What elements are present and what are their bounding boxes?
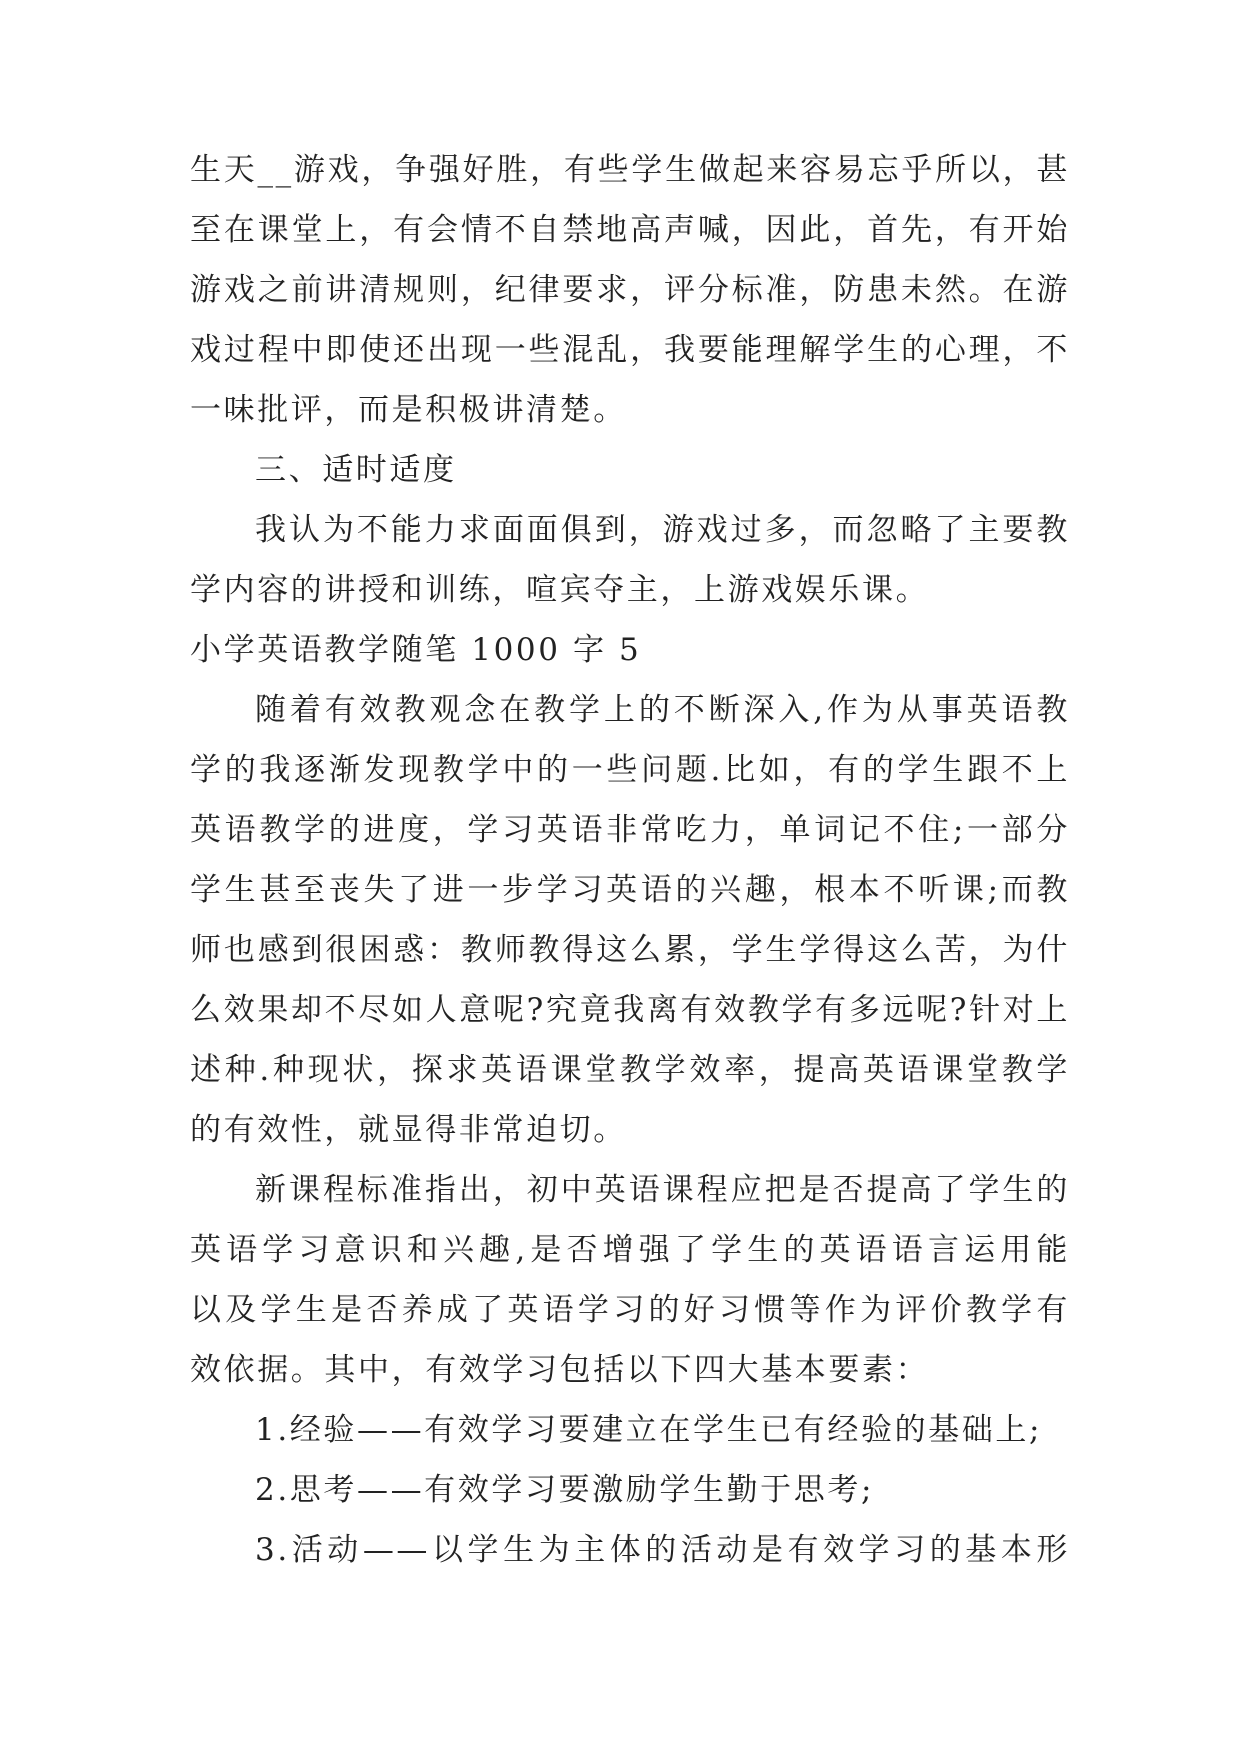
list-item: 2.思考——有效学习要激励学生勤于思考;: [255, 1472, 875, 1508]
paragraph-line: 么效果却不尽如人意呢?究竟我离有效教学有多远呢?针对上: [190, 992, 1070, 1028]
section-heading: 三、适时适度: [255, 452, 457, 488]
paragraph-line: 新课程标准指出，初中英语课程应把是否提高了学生的: [255, 1172, 1070, 1208]
paragraph-line: 效依据。其中，有效学习包括以下四大基本要素：: [190, 1352, 930, 1388]
list-item: 3.活动——以学生为主体的活动是有效学习的基本形: [255, 1532, 1070, 1568]
list-item: 1.经验——有效学习要建立在学生已有经验的基础上;: [255, 1412, 1043, 1448]
paragraph-line: 的有效性，就显得非常迫切。: [190, 1112, 627, 1148]
paragraph-line: 至在课堂上，有会情不自禁地高声喊，因此，首先，有开始: [190, 212, 1070, 248]
paragraph-line: 英语教学的进度，学习英语非常吃力，单词记不住;一部分: [190, 812, 1070, 848]
article-title: 小学英语教学随笔 1000 字 5: [190, 632, 642, 668]
paragraph-line: 一味批评，而是积极讲清楚。: [190, 392, 627, 428]
paragraph-line: 师也感到很困惑：教师教得这么累，学生学得这么苦，为什: [190, 932, 1070, 968]
paragraph-line: 学的我逐渐发现教学中的一些问题.比如，有的学生跟不上: [190, 752, 1070, 788]
paragraph-line: 游戏之前讲清规则，纪律要求，评分标准，防患未然。在游: [190, 272, 1070, 308]
paragraph-line: 我认为不能力求面面俱到，游戏过多，而忽略了主要教: [255, 512, 1070, 548]
paragraph-line: 戏过程中即使还出现一些混乱，我要能理解学生的心理，不: [190, 332, 1070, 368]
paragraph-line: 生天__游戏，争强好胜，有些学生做起来容易忘乎所以，甚: [190, 152, 1070, 188]
paragraph-line: 述种.种现状，探求英语课堂教学效率，提高英语课堂教学: [190, 1052, 1070, 1088]
paragraph-line: 以及学生是否养成了英语学习的好习惯等作为评价教学有: [190, 1292, 1070, 1328]
paragraph-line: 学内容的讲授和训练，喧宾夺主，上游戏娱乐课。: [190, 572, 930, 608]
paragraph-line: 英语学习意识和兴趣,是否增强了学生的英语语言运用能: [190, 1232, 1070, 1268]
paragraph-line: 随着有效教观念在教学上的不断深入,作为从事英语教: [255, 692, 1070, 728]
paragraph-line: 学生甚至丧失了进一步学习英语的兴趣，根本不听课;而教: [190, 872, 1070, 908]
